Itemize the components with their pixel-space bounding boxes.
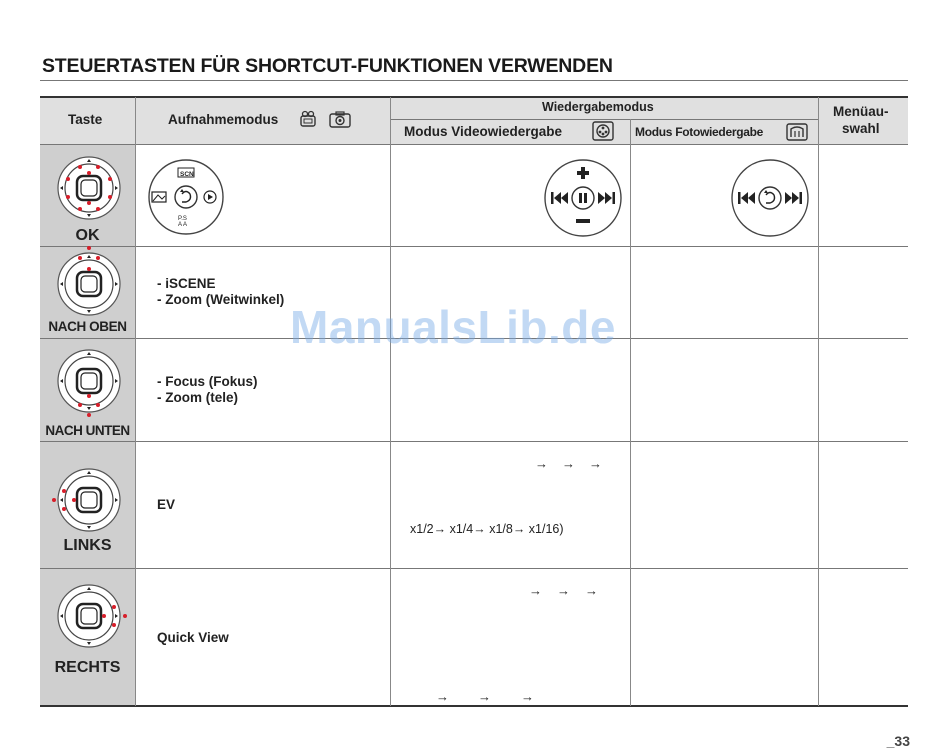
up-aufnahme-line-2: - Zoom (Weitwinkel) — [157, 292, 285, 307]
up-aufnahme-line-1: - iSCENE — [157, 276, 216, 291]
header-menu-label-2: swahl — [842, 121, 880, 136]
col-rule-4 — [818, 97, 819, 706]
down-aufnahme-line-1: - Focus (Fokus) — [157, 374, 258, 389]
arrow-right-5: → — [478, 689, 491, 704]
key-label-up: NACH OBEN — [48, 319, 127, 334]
svg-text:A A: A A — [178, 222, 188, 228]
photo-frame-icon — [786, 123, 808, 141]
col-rule-1 — [135, 97, 136, 706]
header-bottom-rule — [40, 144, 908, 145]
svg-text:P.S: P.S — [178, 216, 187, 222]
video-camera-icon — [299, 110, 319, 128]
arrow-left-2: → — [562, 456, 575, 471]
photo-playback-dial-icon — [730, 158, 810, 238]
arrow-right-3: → — [585, 583, 598, 598]
col-rule-2 — [390, 97, 391, 706]
row-rule-4 — [40, 568, 908, 569]
film-reel-icon — [592, 121, 614, 141]
header-menu-label-1: Menüau- — [833, 104, 889, 119]
key-label-down: NACH UNTEN — [45, 423, 130, 438]
control-key-icon — [56, 348, 122, 414]
header-foto-label: Modus Fotowiedergabe — [635, 125, 764, 139]
control-key-icon — [56, 583, 122, 649]
photo-camera-icon — [329, 111, 351, 128]
arrow-right-2: → — [557, 583, 570, 598]
header-wiedergabe-label: Wiedergabemodus — [542, 100, 654, 114]
arrow-right-4: → — [436, 689, 449, 704]
down-aufnahme-line-2: - Zoom (tele) — [157, 390, 238, 405]
arrow-right-1: → — [529, 583, 542, 598]
left-video-speed-text: x1/2→ x1/4→ x1/8→ x1/16) — [410, 522, 564, 536]
left-aufnahme-line-1: EV — [157, 497, 176, 512]
page-title: STEUERTASTEN FÜR SHORTCUT-FUNKTIONEN VERWENDEN — [42, 55, 613, 77]
table-top-rule — [40, 96, 908, 98]
row-rule-1 — [40, 246, 908, 247]
arrow-right-6: → — [521, 689, 534, 704]
recording-dial-icon — [147, 158, 225, 236]
header-video-label: Modus Videowiedergabe — [404, 124, 563, 139]
arrow-left-1: → — [535, 456, 548, 471]
header-sub-rule — [390, 119, 818, 120]
video-playback-dial-icon — [543, 158, 623, 238]
arrow-left-3: → — [589, 456, 602, 471]
control-key-icon — [56, 467, 122, 533]
control-key-icon — [56, 155, 122, 221]
key-label-right: RECHTS — [54, 659, 121, 676]
table-bottom-rule — [40, 705, 908, 707]
control-key-icon — [56, 251, 122, 317]
key-label-ok: OK — [75, 227, 100, 244]
row-rule-3 — [40, 441, 908, 442]
page-number: _33 — [886, 733, 910, 749]
header-aufnahme-label: Aufnahmemodus — [168, 112, 279, 127]
col-rule-3 — [630, 119, 631, 706]
svg-text:SCN: SCN — [180, 171, 194, 178]
key-label-left: LINKS — [63, 537, 112, 554]
watermark: ManualsLib.de — [290, 301, 616, 353]
title-rule — [40, 80, 908, 81]
header-taste-label: Taste — [68, 112, 103, 127]
right-aufnahme-line-1: Quick View — [157, 630, 229, 645]
